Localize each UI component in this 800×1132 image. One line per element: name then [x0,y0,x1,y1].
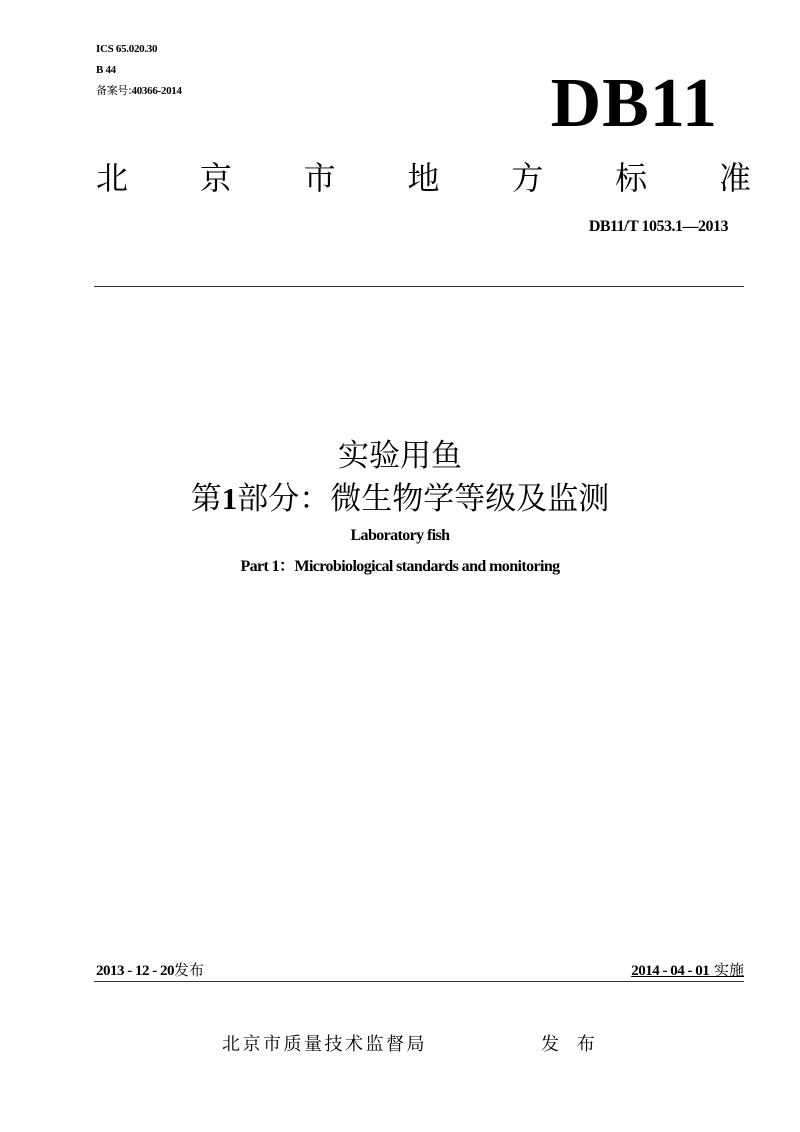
implement-date [631,960,744,981]
title-en-main: Laboratory fish [350,527,450,544]
implement-date-value: 2014 - 04 - 01 [631,963,710,979]
issue-date [96,960,204,981]
title-cn-part [0,479,800,519]
standard-type-char: 北 [96,159,129,197]
standard-code: DB11/T 1053.1—2013 [588,218,728,235]
db11-logo: DB11 [550,65,718,142]
record-number-line [96,84,182,98]
ccs-code: B 44 [96,64,116,76]
implement-date-label: 实施 [713,961,744,979]
issue-date-value: 2013 - 12 - 20 [96,963,174,979]
standard-type [96,158,751,198]
title-en-part: Part 1：Microbiological standards and monitoring [240,558,560,575]
title-part-number: 1 [221,481,238,516]
header-divider [94,286,744,287]
title-part-prefix: 第 [190,481,222,517]
standard-type-char: 地 [407,159,440,197]
publisher-name: 北京市质量技术监督局 [222,1034,427,1055]
standard-type-char: 京 [199,159,232,197]
standard-type-char: 方 [511,159,544,197]
standard-type-char: 准 [718,159,751,197]
record-number: 40366-2014 [131,85,182,97]
publish-label: 发 布 [541,1034,601,1055]
footer-divider [94,981,744,982]
record-label: 备案号: [96,84,132,97]
title-cn-main: 实验用鱼 [338,438,462,474]
issue-date-label: 发布 [174,961,205,979]
standard-type-char: 市 [303,159,336,197]
standard-type-char: 标 [615,159,648,197]
ics-code: ICS 65.020.30 [96,43,158,55]
title-part-rest: 部分：微生物学等级及监测 [237,481,610,517]
